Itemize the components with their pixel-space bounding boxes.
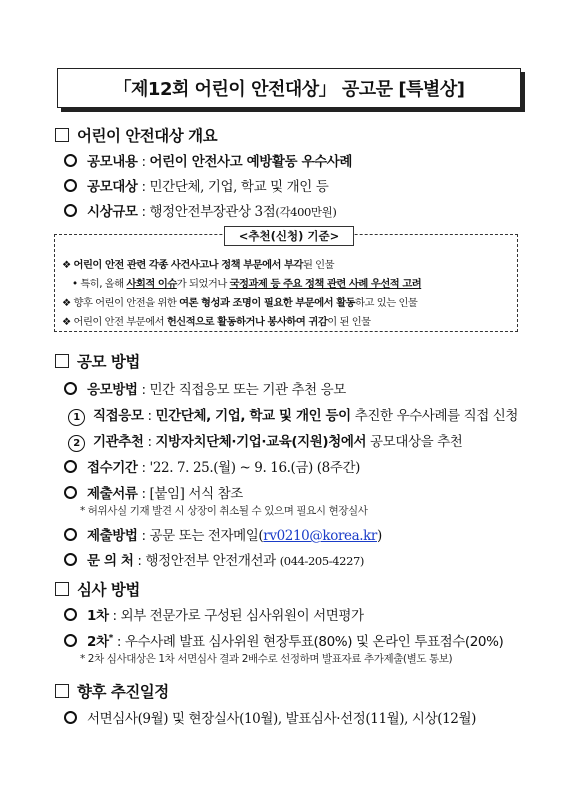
- dot-bullet-icon: •: [72, 278, 78, 290]
- email-link[interactable]: rv0210@korea.kr: [263, 528, 377, 544]
- section-heading-method: 공모 방법: [55, 350, 140, 372]
- method-period: 접수기간 : '22. 7. 25.(월) ~ 9. 16.(금) (8주간): [64, 456, 360, 476]
- circle-bullet-icon: [64, 528, 77, 541]
- overview-item-target: 공모대상 : 민간단체, 기업, 학교 및 개인 등: [64, 175, 328, 195]
- section-heading-schedule: 향후 추진일정: [55, 680, 169, 702]
- number-1-icon: 1: [68, 409, 85, 426]
- checkbox-square-icon: [55, 684, 69, 698]
- method-direct: 1 직접응모 : 민간단체, 기업, 학교 및 개인 등이 추진한 우수사례를 직접 신청: [68, 404, 518, 426]
- checkbox-square-icon: [55, 128, 69, 142]
- review-second: 2차* : 우수사례 발표 심사위원 현장투표(80%) 및 온라인 투표점수(20%): [64, 630, 503, 650]
- schedule-item: 서면심사(9월) 및 현장실사(10월), 발표심사·선정(11월), 시상(12월): [64, 707, 476, 727]
- method-contact: 문 의 처 : 행정안전부 안전개선과 (044-205-4227): [64, 549, 364, 569]
- criteria-item-3: ❖ 어린이 안전 부문에서 헌신적으로 활동하거나 봉사하여 귀감이 된 인물: [62, 316, 371, 328]
- method-docs-note: * 허위사실 기재 발견 시 상장이 취소될 수 있으며 필요시 현장실사: [80, 505, 368, 517]
- circle-bullet-icon: [64, 179, 77, 192]
- criteria-title: <추천(신청) 기준>: [224, 226, 354, 246]
- checkbox-square-icon: [55, 354, 69, 368]
- circle-bullet-icon: [64, 711, 77, 724]
- diamond-bullet-icon: ❖: [62, 297, 71, 309]
- circle-bullet-icon: [64, 553, 77, 566]
- review-first: 1차 : 외부 전문가로 구성된 심사위원이 서면평가: [64, 604, 364, 624]
- circle-bullet-icon: [64, 154, 77, 167]
- number-2-icon: 2: [68, 435, 85, 452]
- section-heading-overview: 어린이 안전대상 개요: [55, 124, 217, 146]
- circle-bullet-icon: [64, 486, 77, 499]
- method-recommend: 2 기관추천 : 지방자치단체·기업·교육(지원)청에서 공모대상을 추천: [68, 430, 462, 452]
- method-docs: 제출서류 : [붙임] 서식 참조: [64, 482, 243, 502]
- circle-bullet-icon: [64, 608, 77, 621]
- checkbox-square-icon: [55, 582, 69, 596]
- circle-bullet-icon: [64, 204, 77, 217]
- circle-bullet-icon: [64, 634, 77, 647]
- diamond-bullet-icon: ❖: [62, 259, 71, 271]
- section-heading-review: 심사 방법: [55, 578, 140, 600]
- overview-item-content: 공모내용 : 어린이 안전사고 예방활동 우수사례: [64, 150, 352, 170]
- method-submit: 제출방법 : 공문 또는 전자메일(rv0210@korea.kr): [64, 524, 382, 544]
- criteria-item-1: ❖ 어린이 안전 관련 각종 사건사고나 정책 부문에서 부각된 인물: [62, 259, 335, 271]
- circle-bullet-icon: [64, 460, 77, 473]
- diamond-bullet-icon: ❖: [62, 316, 71, 328]
- method-apply: 응모방법 : 민간 직접응모 또는 기관 추천 응모: [64, 378, 346, 398]
- criteria-item-2: ❖ 향후 어린이 안전을 위한 여론 형성과 조명이 필요한 부문에서 활동하고 있는 인물: [62, 297, 418, 309]
- review-note: * 2차 심사대상은 1차 서면심사 결과 2배수로 선정하며 발표자료 추가제출(별도 통보): [80, 653, 453, 665]
- document-title: 「제12회 어린이 안전대상」 공고문 [특별상]: [57, 68, 521, 108]
- circle-bullet-icon: [64, 382, 77, 395]
- overview-item-award: 시상규모 : 행정안전부장관상 3점(각400만원): [64, 200, 336, 220]
- criteria-item-1-sub: • 특히, 올해 사회적 이슈가 되었거나 국정과제 등 주요 정책 관련 사례 우선적 고려: [72, 278, 422, 290]
